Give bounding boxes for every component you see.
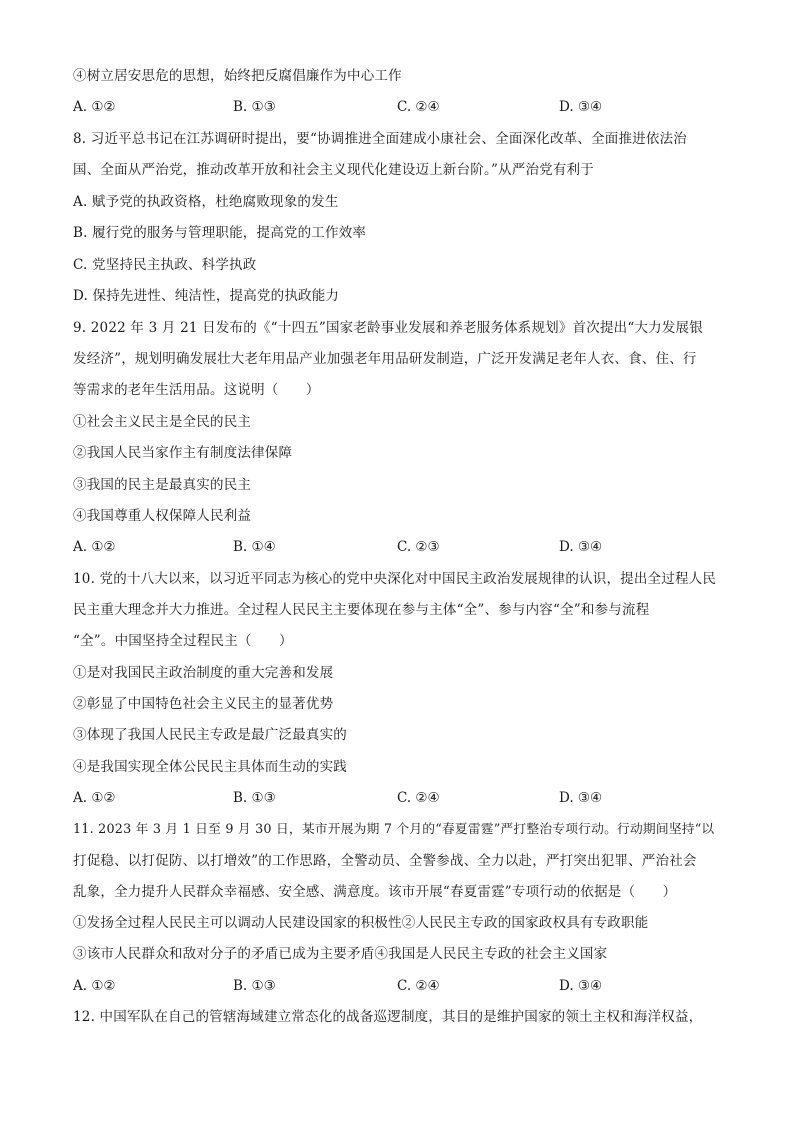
q11-option-a: A. ①② (73, 978, 116, 994)
q11-statement-1-2: ①发扬全过程人民民主可以调动人民建设国家的积极性②人民民主专政的国家政权具有专政职能 (73, 915, 649, 931)
q11-statement-3-4: ③该市人民群众和敌对分子的矛盾已成为主要矛盾④我国是人民民主专政的社会主义国家 (73, 946, 608, 962)
q7-options (73, 97, 723, 117)
q9-option-b: B. ①④ (233, 539, 276, 555)
q9-statement-1: ①社会主义民主是全民的民主 (73, 414, 252, 430)
q10-option-b: B. ①③ (233, 790, 276, 806)
q10-option-c: C. ②④ (397, 790, 440, 806)
q9-stem-line-2: 发经济”，规划明确发展壮大老年用品产业加强老年用品研发制造，广泛开发满足老年人衣、食、住、行 (73, 351, 697, 367)
q12-stem-line-1: 12. 中国军队在自己的管辖海域建立常态化的战备巡逻制度，其目的是维护国家的领土主权和海洋权益， (73, 1009, 703, 1025)
q8-option-b: B. 履行党的服务与管理职能，提高党的工作效率 (73, 225, 367, 241)
q11-stem-line-1: 11. 2023 年 3 月 1 日至 9 月 30 日，某市开展为期 7 个月的“春夏雷霆”严打整治专项行动。行动期间坚持“以 (73, 822, 715, 837)
q7-option-b: B. ①③ (233, 99, 276, 115)
q11-option-c: C. ②④ (397, 978, 440, 994)
q11-option-d: D. ③④ (559, 978, 603, 994)
q9-statement-3: ③我国的民主是最真实的民主 (73, 477, 252, 493)
q10-option-a: A. ①② (73, 790, 116, 806)
q10-statement-2: ②彰显了中国特色社会主义民主的显著优势 (73, 696, 334, 712)
q8-stem-line-2: 国、全面从严治党，推动改革开放和社会主义现代化建设迈上新台阶。”从严治党有利于 (73, 162, 594, 178)
q10-stem-line-1: 10. 党的十八大以来，以习近平同志为核心的党中央深化对中国民主政治发展规律的认识，提出全过程人民 (73, 571, 717, 587)
q10-option-d: D. ③④ (559, 790, 603, 806)
q10-options (73, 788, 723, 808)
q7-statement-4: ④树立居安思危的思想，始终把反腐倡廉作为中心工作 (73, 68, 402, 84)
q9-statement-2: ②我国人民当家作主有制度法律保障 (73, 445, 293, 461)
q11-options (73, 976, 723, 996)
q7-option-c: C. ②④ (397, 99, 440, 115)
q9-option-c: C. ②③ (397, 539, 440, 555)
q7-option-d: D. ③④ (559, 99, 603, 115)
q9-statement-4: ④我国尊重人权保障人民利益 (73, 508, 252, 524)
q7-option-a: A. ①② (73, 99, 116, 115)
q10-statement-3: ③体现了我国人民民主专政是最广泛最真实的 (73, 727, 347, 743)
q11-stem-line-2: 打促稳、以打促防、以打增效”的工作思路，全警动员、全警参战、全力以赴，严打突出犯罪、严治社会 (73, 853, 697, 869)
q8-option-a: A. 赋予党的执政资格，杜绝腐败现象的发生 (73, 194, 339, 210)
q10-stem-line-3: “全”。中国坚持全过程民主（ ） (73, 633, 293, 649)
q10-statement-1: ①是对我国民主政治制度的重大完善和发展 (73, 665, 334, 681)
q9-option-a: A. ①② (73, 539, 116, 555)
q9-stem-line-1: 9. 2022 年 3 月 21 日发布的《“十四五”国家老龄事业发展和养老服务体系规划》首次提出“大力发展银 (73, 320, 703, 336)
q10-stem-line-2: 民主重大理念并大力推进。全过程人民民主主要体现在参与主体“全”、参与内容“全”和参与流程 (73, 602, 650, 618)
q10-statement-4: ④是我国实现全体公民民主具体而生动的实践 (73, 759, 347, 775)
q11-stem-line-3: 乱象，全力提升人民群众幸福感、安全感、满意度。该市开展“春夏雷霆”专项行动的依据是（ ） (73, 884, 677, 900)
q11-option-b: B. ①③ (233, 978, 276, 994)
q8-option-d: D. 保持先进性、纯洁性，提高党的执政能力 (73, 288, 340, 304)
q9-stem-line-3: 等需求的老年生活用品。这说明（ ） (73, 382, 320, 398)
q8-option-c: C. 党坚持民主执政、科学执政 (73, 257, 257, 273)
q9-option-d: D. ③④ (559, 539, 603, 555)
q8-stem-line-1: 8. 习近平总书记在江苏调研时提出，要“协调推进全面建成小康社会、全面深化改革、全面推进依法治 (73, 131, 687, 147)
q9-options (73, 537, 723, 557)
